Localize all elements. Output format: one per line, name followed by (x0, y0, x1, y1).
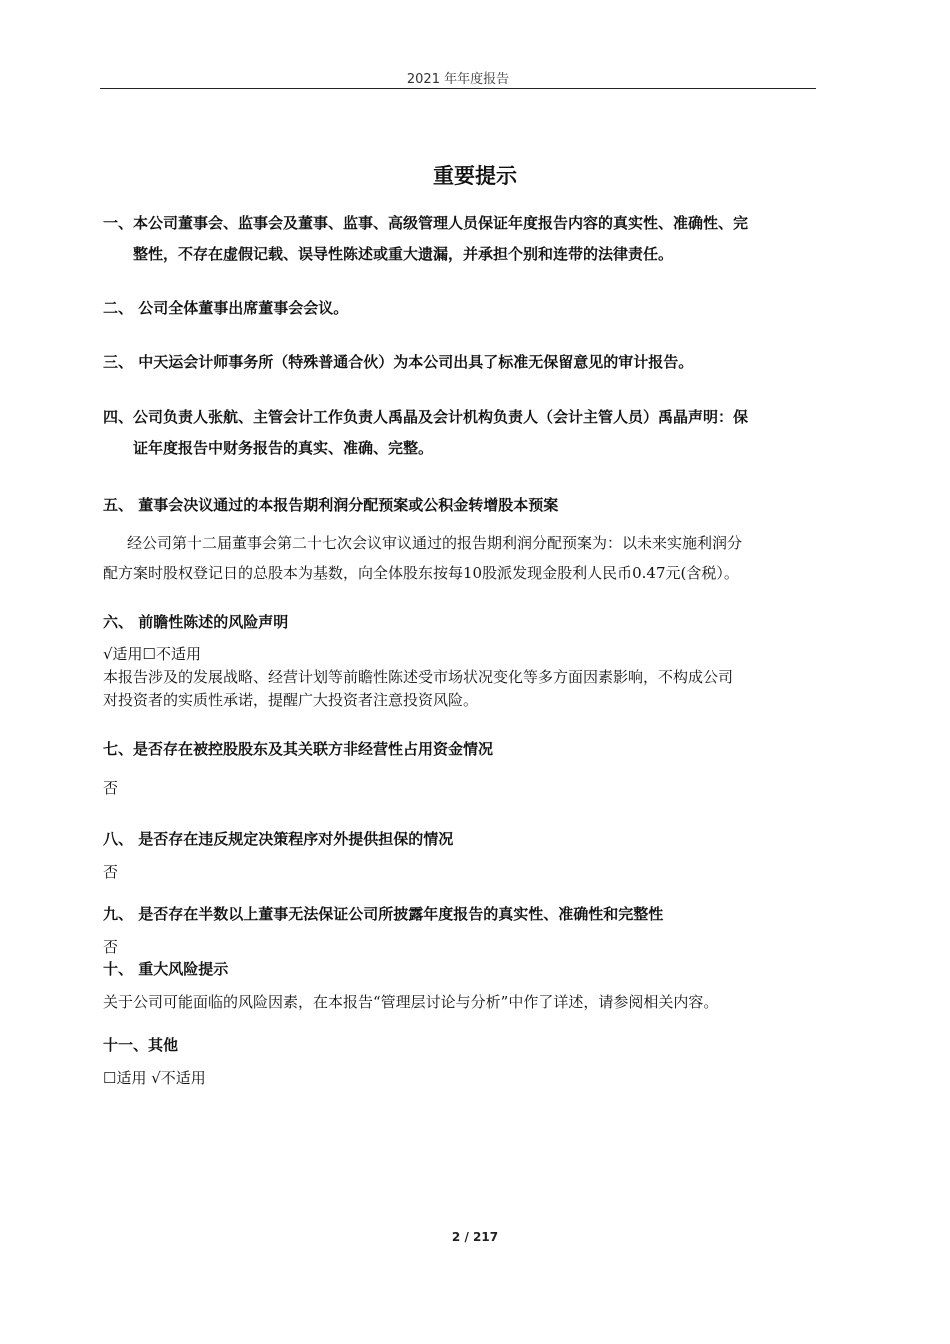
item-4-line-1: 四、公司负责人张航、主管会计工作负责人禹晶及会计机构负责人（会计主管人员）禹晶声明：保 (103, 408, 749, 426)
item-4 (103, 402, 819, 464)
item-11-choice: ☐适用 √不适用 (103, 1069, 206, 1087)
item-5-heading: 五、 董事会决议通过的本报告期利润分配预案或公积金转增股本预案 (103, 496, 559, 514)
item-6-heading: 六、 前瞻性陈述的风险声明 (103, 613, 289, 631)
item-1-line-1: 一、本公司董事会、监事会及董事、监事、高级管理人员保证年度报告内容的真实性、准确性、完 (103, 214, 749, 232)
page-title: 重要提示 (433, 164, 517, 188)
item-5-body-line-1: 经公司第十二届董事会第二十七次会议审议通过的报告期利润分配预案为：以未来实施利润分 (127, 534, 743, 552)
item-10-heading: 十、 重大风险提示 (103, 960, 229, 978)
item-6-body-line-1: 本报告涉及的发展战略、经营计划等前瞻性陈述受市场状况变化等多方面因素影响，不构成公司 (103, 668, 734, 686)
item-11-heading: 十一、其他 (103, 1036, 179, 1054)
item-9-answer: 否 (103, 938, 119, 956)
item-10-body: 关于公司可能面临的风险因素，在本报告“管理层讨论与分析”中作了详述，请参阅相关内容。 (103, 993, 719, 1011)
item-6-choice: √适用☐不适用 (103, 645, 202, 663)
header-rule (100, 88, 816, 89)
item-1 (103, 208, 819, 270)
item-8-answer: 否 (103, 863, 119, 881)
item-2: 二、 公司全体董事出席董事会会议。 (103, 299, 349, 317)
item-5-body (103, 528, 819, 588)
item-5-body-line-2: 配方案时股权登记日的总股本为基数，向全体股东按每10股派发现金股利人民币0.47元(含税）。 (103, 564, 739, 582)
item-3: 三、 中天运会计师事务所（特殊普通合伙）为本公司出具了标准无保留意见的审计报告。 (103, 353, 694, 371)
item-7-answer: 否 (103, 779, 119, 797)
running-header: 2021 年年度报告 (406, 72, 510, 87)
item-4-line-2: 证年度报告中财务报告的真实、准确、完整。 (133, 439, 434, 457)
item-1-line-2: 整性，不存在虚假记载、误导性陈述或重大遗漏，并承担个别和连带的法律责任。 (133, 245, 674, 263)
item-7-heading: 七、是否存在被控股股东及其关联方非经营性占用资金情况 (103, 740, 494, 758)
page-number: 2 / 217 (451, 1230, 499, 1244)
item-8-heading: 八、 是否存在违反规定决策程序对外提供担保的情况 (103, 830, 454, 848)
item-9-heading: 九、 是否存在半数以上董事无法保证公司所披露年度报告的真实性、准确性和完整性 (103, 905, 664, 923)
item-6-body-line-2: 对投资者的实质性承诺，提醒广大投资者注意投资风险。 (103, 691, 479, 709)
